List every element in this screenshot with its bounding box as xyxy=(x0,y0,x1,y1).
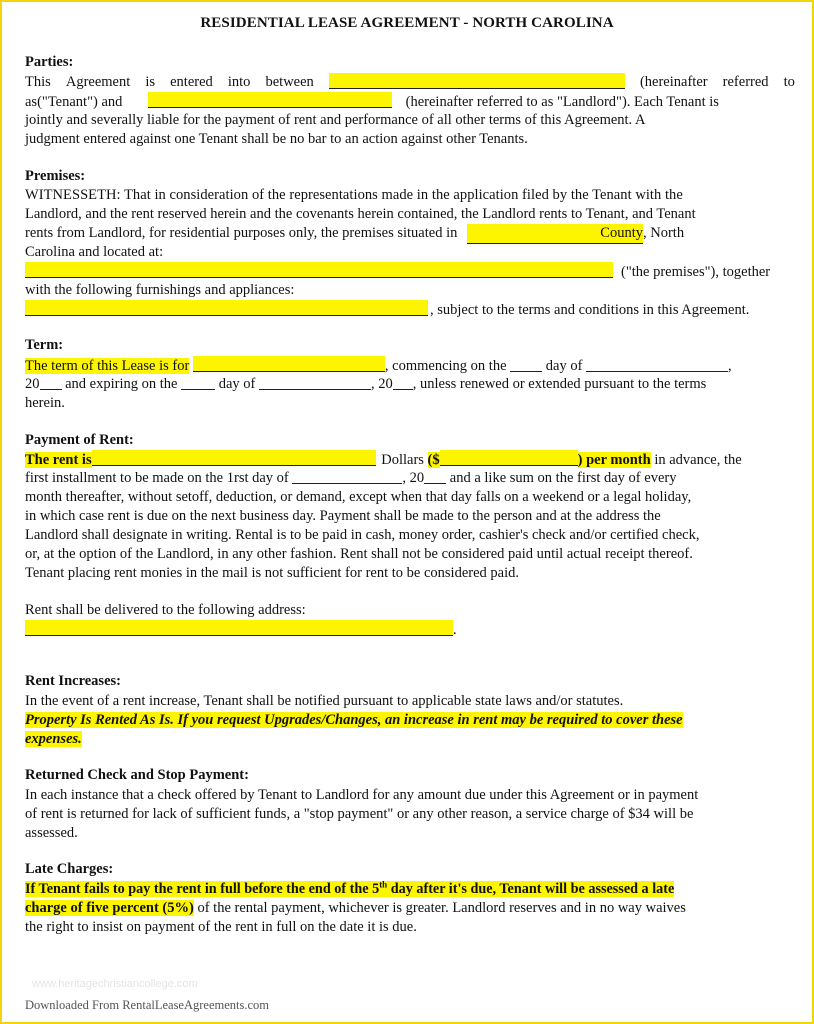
rent-increases-line-3: expenses. xyxy=(25,731,82,747)
rent-line-6: or, at the option of the Landlord, in any other fashion. Rent shall not be considered paid until actual receipt thereof. xyxy=(25,546,693,562)
rent-increases-line-2: Property Is Rented As Is. If you request Upgrades/Changes, an increase in rent may be required to cover these xyxy=(25,712,683,728)
rent-heading: Payment of Rent: xyxy=(25,432,134,448)
premises-line-2: Landlord, and the rent reserved herein and the covenants herein contained, the Landlord rents to Tenant, and Tenant xyxy=(25,206,696,222)
start-year-blank[interactable] xyxy=(40,375,62,390)
rent-increases-heading: Rent Increases: xyxy=(25,673,121,689)
document-title: RESIDENTIAL LEASE AGREEMENT - NORTH CAROLINA xyxy=(200,15,614,31)
rent-line-9: . xyxy=(25,620,795,640)
footer-download-source: Downloaded From RentalLeaseAgreements.com xyxy=(25,998,270,1012)
watermark-text: www.heritagechristiancollege.com xyxy=(32,978,198,990)
landlord-name-field[interactable] xyxy=(148,92,392,108)
rent-line-3: month thereafter, without setoff, deduction, or demand, except when that day falls on a weekend or a legal holiday, xyxy=(25,489,692,505)
first-installment-year-blank[interactable] xyxy=(424,469,446,484)
rent-line-7: Tenant placing rent monies in the mail is not sufficient for rent to be considered paid. xyxy=(25,565,519,581)
returned-check-line-1: In each instance that a check offered by Tenant to Landlord for any amount due under this Agreement or in payment xyxy=(25,787,699,803)
returned-check-line-2: of rent is returned for lack of sufficient funds, a "stop payment" or any other reason, a service charge of $34 will be xyxy=(25,806,694,822)
start-month-blank[interactable] xyxy=(586,357,728,372)
rent-amount-field[interactable] xyxy=(440,450,578,466)
late-charges-line-3: the right to insist on payment of the rent in full on the date it is due. xyxy=(25,919,417,935)
parties-line-1: This Agreement is entered into between (hereinafter referred to xyxy=(25,74,795,90)
rent-increases-line-1: In the event of a rent increase, Tenant shall be notified pursuant to applicable state laws and/or statutes. xyxy=(25,693,624,709)
county-field[interactable]: County xyxy=(467,224,643,244)
term-line-2: 20 and expiring on the day of , 20 , unless renewed or extended pursuant to the terms xyxy=(25,376,707,392)
returned-check-heading: Returned Check and Stop Payment: xyxy=(25,767,249,783)
premises-heading: Premises: xyxy=(25,168,86,184)
start-day-blank[interactable] xyxy=(510,357,542,372)
tenant-name-field[interactable] xyxy=(329,73,625,89)
end-year-blank[interactable] xyxy=(393,375,413,390)
parties-line-3: jointly and severally liable for the payment of rent and performance of all other terms of this Agreement. A xyxy=(25,112,646,128)
rent-amount-words-field[interactable] xyxy=(92,450,376,466)
parties-line-2: as("Tenant") and (hereinafter referred to as "Landlord"). Each Tenant is xyxy=(25,94,719,110)
premises-address-field[interactable] xyxy=(25,262,613,278)
premises-line-6: with the following furnishings and appliances: xyxy=(25,282,295,298)
rent-line-5: Landlord shall designate in writing. Rental is to be paid in cash, money order, cashier's check and/or certified check, xyxy=(25,527,700,543)
late-charges-line-2: charge of five percent (5%) of the rental payment, whichever is greater. Landlord reserves and in no way waives xyxy=(25,900,686,916)
rent-delivery-address-field[interactable] xyxy=(25,620,453,636)
parties-heading: Parties: xyxy=(25,54,74,70)
late-charges-heading: Late Charges: xyxy=(25,861,114,877)
term-line-1: The term of this Lease is for , commencing on the day of , xyxy=(25,358,732,374)
premises-line-5: ("the premises"), together xyxy=(25,262,795,282)
premises-line-4: Carolina and located at: xyxy=(25,244,164,260)
end-month-blank[interactable] xyxy=(259,375,371,390)
furnishings-field[interactable] xyxy=(25,300,428,316)
term-line-3: herein. xyxy=(25,395,65,411)
rent-line-1: The rent is Dollars ($ ) per month in advance, the xyxy=(25,452,742,468)
premises-line-3: rents from Landlord, for residential purposes only, the premises situated in County, North xyxy=(25,224,795,244)
rent-line-8: Rent shall be delivered to the following address: xyxy=(25,602,306,618)
premises-line-1: WITNESSETH: That in consideration of the representations made in the application filed by the Tenant with the xyxy=(25,187,683,203)
returned-check-line-3: assessed. xyxy=(25,825,78,841)
end-day-blank[interactable] xyxy=(181,375,215,390)
rent-line-4: in which case rent is due on the next business day. Payment shall be made to the person and at the address the xyxy=(25,508,661,524)
term-heading: Term: xyxy=(25,337,64,353)
rent-line-2: first installment to be made on the 1rst day of , 20 and a like sum on the first day of every xyxy=(25,470,677,486)
late-charges-line-1: If Tenant fails to pay the rent in full before the end of the 5th day after it's due, Tenant will be assessed a late xyxy=(25,879,675,897)
parties-line-4: judgment entered against one Tenant shall be no bar to an action against other Tenants. xyxy=(25,131,528,147)
first-installment-month-blank[interactable] xyxy=(292,469,402,484)
term-length-field[interactable] xyxy=(193,356,385,372)
premises-line-7: , subject to the terms and conditions in this Agreement. xyxy=(25,300,795,320)
